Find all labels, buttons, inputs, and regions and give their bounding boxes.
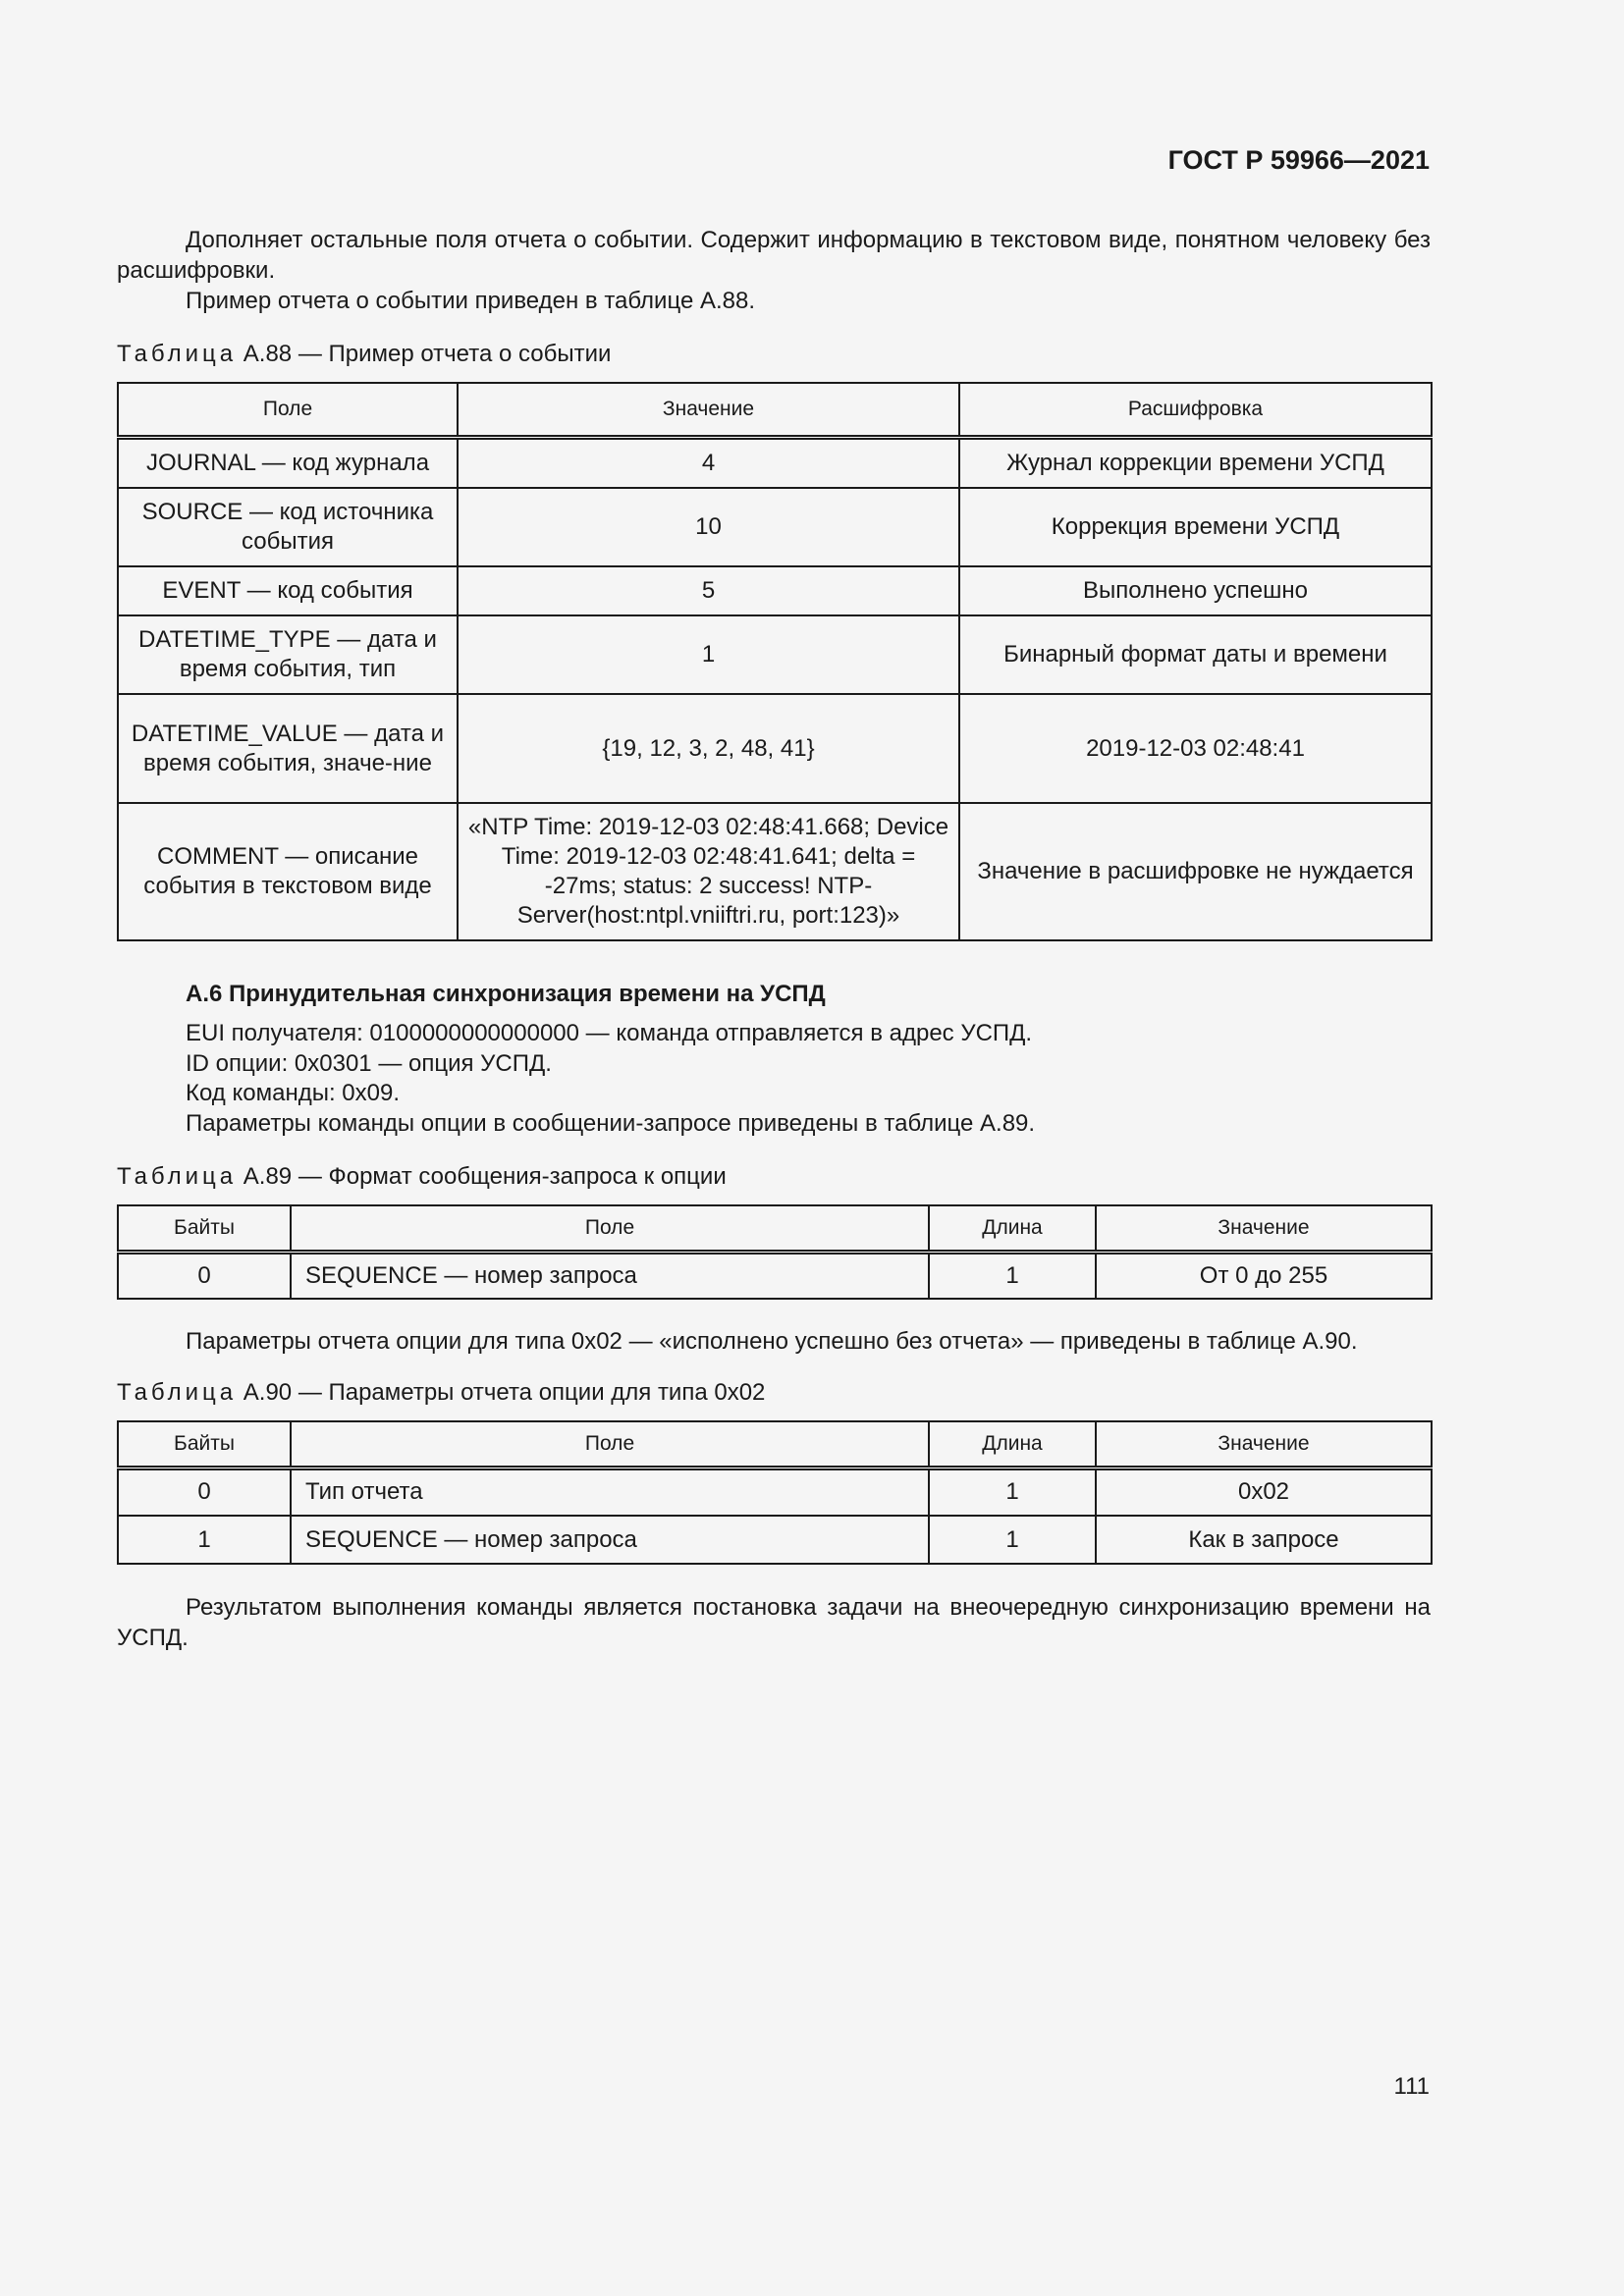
header-cell: Значение (1096, 1421, 1432, 1468)
table-cell: 5 (458, 566, 959, 615)
header-cell: Байты (118, 1205, 291, 1252)
header-cell: Значение (1096, 1205, 1432, 1252)
table-cell: SOURCE — код источника события (118, 488, 458, 566)
section-line: Параметры команды опции в сообщении-запросе приведены в таблице А.89. (186, 1109, 1036, 1137)
header-cell: Значение (458, 383, 959, 437)
standard-designation: ГОСТ Р 59966—2021 (1167, 145, 1430, 175)
intro-text (117, 225, 1431, 316)
table-cell: Выполнено успешно (959, 566, 1432, 615)
table-88-caption (117, 340, 611, 369)
section-title: А.6 Принудительная синхронизация времени на УСПД (186, 981, 826, 1007)
table-row (118, 566, 1432, 615)
table-row (118, 1516, 1432, 1564)
paragraph-a90-text: Параметры отчета опции для типа 0x02 — «исполнено успешно без отчета» — приведены в таблице А.90. (186, 1328, 1358, 1355)
table-cell: 1 (929, 1516, 1096, 1564)
table-cell: DATETIME_VALUE — дата и время события, значе-ние (118, 694, 458, 803)
table-cell: 1 (458, 615, 959, 694)
table-row (118, 615, 1432, 694)
intro-paragraph-2: Пример отчета о событии приведен в таблице А.88. (186, 288, 755, 314)
header-cell: Поле (291, 1421, 929, 1468)
table-cell: Значение в расшифровке не нуждается (959, 803, 1432, 940)
header-cell: Поле (118, 383, 458, 437)
table-cell: 1 (118, 1516, 291, 1564)
table-row (118, 694, 1432, 803)
conclusion (117, 1592, 1431, 1653)
table-cell: 4 (458, 437, 959, 488)
section-line: ID опции: 0x0301 — опция УСПД. (186, 1049, 552, 1077)
table-row (118, 437, 1432, 488)
section-lines (186, 1019, 1035, 1139)
table-cell: 1 (929, 1468, 1096, 1516)
header-cell: Байты (118, 1421, 291, 1468)
caption-text: А.90 — Параметры отчета опции для типа 0x02 (243, 1379, 766, 1406)
table-cell: От 0 до 255 (1096, 1252, 1432, 1299)
table-header-row (118, 1205, 1432, 1252)
conclusion-text: Результатом выполнения команды является постановка задачи на внеочередную синхронизацию времени на УСПД. (117, 1594, 1431, 1651)
table-cell: Журнал коррекции времени УСПД (959, 437, 1432, 488)
table-cell: 0x02 (1096, 1468, 1432, 1516)
table-cell: Коррекция времени УСПД (959, 488, 1432, 566)
table-cell: «NTP Time: 2019-12-03 02:48:41.668; Device Time: 2019-12-03 02:48:41.641; delta = -27ms; status: 2 success! NTP-Server(host:ntpl.vniiftri.ru, port:123)» (458, 803, 959, 940)
table-cell: SEQUENCE — номер запроса (291, 1516, 929, 1564)
table-88 (117, 382, 1433, 941)
caption-word: Таблица (117, 1379, 238, 1406)
caption-text: А.88 — Пример отчета о событии (243, 341, 612, 367)
table-row (118, 1252, 1432, 1299)
table-header-row (118, 383, 1432, 437)
table-cell: SEQUENCE — номер запроса (291, 1252, 929, 1299)
table-90 (117, 1420, 1433, 1565)
section-line: Код команды: 0x09. (186, 1080, 400, 1106)
table-cell: 0 (118, 1252, 291, 1299)
table-row (118, 1468, 1432, 1516)
table-row (118, 488, 1432, 566)
caption-word: Таблица (117, 341, 238, 367)
table-cell: 10 (458, 488, 959, 566)
intro-paragraph-1: Дополняет остальные поля отчета о событии. Содержит информацию в текстовом виде, понятном человеку без расшифровки. (117, 227, 1431, 284)
header-cell: Длина (929, 1205, 1096, 1252)
page-number: 111 (1393, 2073, 1430, 2100)
header-cell: Длина (929, 1421, 1096, 1468)
table-90-caption (117, 1378, 765, 1408)
table-header-row (118, 1421, 1432, 1468)
table-cell: COMMENT — описание события в текстовом виде (118, 803, 458, 940)
table-cell: 1 (929, 1252, 1096, 1299)
table-cell: Бинарный формат даты и времени (959, 615, 1432, 694)
section-line: EUI получателя: 0100000000000000 — команда отправляется в адрес УСПД. (186, 1020, 1033, 1046)
caption-text: А.89 — Формат сообщения-запроса к опции (243, 1163, 727, 1190)
table-89 (117, 1204, 1433, 1300)
table-cell: JOURNAL — код журнала (118, 437, 458, 488)
caption-word: Таблица (117, 1163, 238, 1190)
table-row (118, 803, 1432, 940)
table-cell: Тип отчета (291, 1468, 929, 1516)
header-cell: Поле (291, 1205, 929, 1252)
table-cell: 2019-12-03 02:48:41 (959, 694, 1432, 803)
header-cell: Расшифровка (959, 383, 1432, 437)
table-cell: DATETIME_TYPE — дата и время события, тип (118, 615, 458, 694)
table-cell: Как в запросе (1096, 1516, 1432, 1564)
table-cell: {19, 12, 3, 2, 48, 41} (458, 694, 959, 803)
table-cell: 0 (118, 1468, 291, 1516)
paragraph-a90 (117, 1326, 1431, 1357)
table-89-caption (117, 1162, 727, 1192)
table-cell: EVENT — код события (118, 566, 458, 615)
